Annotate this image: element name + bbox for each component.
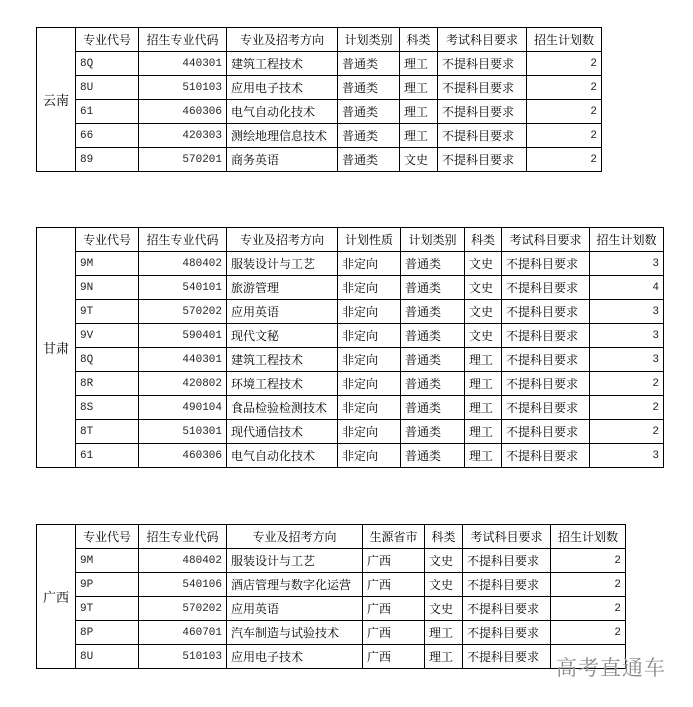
table-cell: 不提科目要求: [438, 76, 527, 100]
table-cell: 8Q: [76, 52, 139, 76]
table-cell: 不提科目要求: [438, 52, 527, 76]
table-cell: 普通类: [338, 52, 400, 76]
table-cell: 570201: [139, 148, 227, 172]
column-header: 科类: [465, 228, 502, 252]
table-cell: 普通类: [401, 252, 465, 276]
table-cell: 8P: [76, 621, 139, 645]
column-header: 科类: [400, 28, 438, 52]
column-header: 生源省市: [363, 525, 425, 549]
table-cell: 9M: [76, 549, 139, 573]
table-cell: 服装设计与工艺: [227, 252, 338, 276]
header-row: [37, 525, 626, 549]
table-cell: 不提科目要求: [463, 621, 551, 645]
table-cell: 普通类: [338, 76, 400, 100]
table-row: [37, 597, 626, 621]
table-cell: 不提科目要求: [502, 444, 590, 468]
header-row: [37, 28, 602, 52]
table-cell: 现代文秘: [227, 324, 338, 348]
table-cell: 不提科目要求: [502, 420, 590, 444]
table-cell: 服装设计与工艺: [227, 549, 363, 573]
table-cell: 测绘地理信息技术: [227, 124, 338, 148]
table-cell: 非定向: [338, 348, 401, 372]
column-header: 招生专业代码: [139, 228, 227, 252]
column-header: 考试科目要求: [463, 525, 551, 549]
table-row: [37, 324, 664, 348]
header-row: [37, 228, 664, 252]
column-header: 招生专业代码: [139, 525, 227, 549]
table-cell: 广西: [363, 645, 425, 669]
table-cell: 9T: [76, 597, 139, 621]
table-cell: 8R: [76, 372, 139, 396]
column-header: 专业及招考方向: [227, 525, 363, 549]
table-cell: 4: [590, 276, 664, 300]
table-cell: 460306: [139, 444, 227, 468]
table-cell: 9T: [76, 300, 139, 324]
table-cell: 理工: [465, 348, 502, 372]
table-row: [37, 549, 626, 573]
table-cell: 现代通信技术: [227, 420, 338, 444]
table-cell: 2: [527, 148, 602, 172]
table-cell: 文史: [400, 148, 438, 172]
table-cell: 理工: [425, 621, 463, 645]
table-cell: 89: [76, 148, 139, 172]
table-cell: 汽车制造与试验技术: [227, 621, 363, 645]
column-header: 专业及招考方向: [227, 228, 338, 252]
table-cell: 食品检验检测技术: [227, 396, 338, 420]
table-cell: 3: [590, 300, 664, 324]
table-row: [37, 348, 664, 372]
table-cell: 2: [551, 597, 626, 621]
table-cell: 不提科目要求: [502, 276, 590, 300]
column-header: 专业代号: [76, 28, 139, 52]
table-cell: 2: [527, 124, 602, 148]
table-cell: 540101: [139, 276, 227, 300]
table-cell: 8U: [76, 76, 139, 100]
table-row: [37, 372, 664, 396]
table-cell: 文史: [425, 549, 463, 573]
table-cell: 61: [76, 100, 139, 124]
table-cell: 420303: [139, 124, 227, 148]
table-cell: 普通类: [401, 348, 465, 372]
table-cell: 酒店管理与数字化运营: [227, 573, 363, 597]
column-header: 专业代号: [76, 228, 139, 252]
table-cell: 普通类: [401, 396, 465, 420]
table-cell: 理工: [425, 645, 463, 669]
table-cell: 2: [551, 573, 626, 597]
table-row: [37, 621, 626, 645]
table-cell: 440301: [139, 52, 227, 76]
table-cell: 510103: [139, 645, 227, 669]
table-cell: 460306: [139, 100, 227, 124]
table-cell: 480402: [139, 252, 227, 276]
table-row: [37, 573, 626, 597]
table-cell: 理工: [465, 396, 502, 420]
table-cell: 普通类: [338, 124, 400, 148]
table-cell: 不提科目要求: [463, 597, 551, 621]
table-cell: 理工: [400, 100, 438, 124]
table-cell: 非定向: [338, 444, 401, 468]
table-cell: 不提科目要求: [502, 396, 590, 420]
table-cell: 应用电子技术: [227, 645, 363, 669]
table-cell: 3: [590, 444, 664, 468]
table-cell: 普通类: [401, 444, 465, 468]
table-cell: 广西: [363, 549, 425, 573]
table-cell: 文史: [465, 300, 502, 324]
table-cell: 不提科目要求: [502, 300, 590, 324]
table-row: [37, 52, 602, 76]
table-cell: 文史: [425, 597, 463, 621]
table-row: [37, 396, 664, 420]
table-cell: 应用英语: [227, 597, 363, 621]
table-cell: 不提科目要求: [463, 549, 551, 573]
table-cell: 商务英语: [227, 148, 338, 172]
table-cell: 电气自动化技术: [227, 444, 338, 468]
table-row: [37, 252, 664, 276]
table-cell: 普通类: [401, 420, 465, 444]
table-cell: 不提科目要求: [438, 124, 527, 148]
table-cell: 不提科目要求: [438, 148, 527, 172]
table-cell: 应用英语: [227, 300, 338, 324]
table-cell: 理工: [400, 52, 438, 76]
table-cell: 普通类: [401, 276, 465, 300]
table-cell: 普通类: [401, 300, 465, 324]
table-cell: 9V: [76, 324, 139, 348]
table-cell: 应用电子技术: [227, 76, 338, 100]
table-cell: 2: [590, 420, 664, 444]
table-cell: 570202: [139, 300, 227, 324]
table-row: [37, 76, 602, 100]
table-cell: 建筑工程技术: [227, 52, 338, 76]
table-cell: 文史: [465, 276, 502, 300]
table-cell: 文史: [425, 573, 463, 597]
column-header: 科类: [425, 525, 463, 549]
province-label: 甘肃: [37, 228, 76, 468]
table-cell: 61: [76, 444, 139, 468]
table-cell: 理工: [465, 420, 502, 444]
column-header: 计划类别: [338, 28, 400, 52]
table-cell: 2: [590, 372, 664, 396]
table-cell: 理工: [465, 444, 502, 468]
column-header: 专业及招考方向: [227, 28, 338, 52]
table-cell: 440301: [139, 348, 227, 372]
column-header: 专业代号: [76, 525, 139, 549]
table-cell: 非定向: [338, 372, 401, 396]
table-row: [37, 276, 664, 300]
column-header: 招生专业代码: [139, 28, 227, 52]
table-cell: 电气自动化技术: [227, 100, 338, 124]
table-row: [37, 444, 664, 468]
table-cell: 480402: [139, 549, 227, 573]
table-cell: 490104: [139, 396, 227, 420]
table-cell: 2: [527, 100, 602, 124]
table-cell: 9M: [76, 252, 139, 276]
table-cell: 8S: [76, 396, 139, 420]
table-cell: 非定向: [338, 300, 401, 324]
table-cell: 2: [551, 621, 626, 645]
table-cell: 普通类: [338, 148, 400, 172]
enrollment-table-gansu: [36, 227, 664, 468]
province-label: 广西: [37, 525, 76, 669]
table-cell: 普通类: [401, 372, 465, 396]
table-cell: 普通类: [401, 324, 465, 348]
table-cell: 建筑工程技术: [227, 348, 338, 372]
table-row: [37, 645, 626, 669]
table-cell: 不提科目要求: [502, 324, 590, 348]
table-cell: 2: [527, 76, 602, 100]
table-cell: 460701: [139, 621, 227, 645]
table-cell: 非定向: [338, 252, 401, 276]
watermark-text: 高考直通车: [556, 656, 666, 680]
table-cell: 不提科目要求: [438, 100, 527, 124]
table-cell: 广西: [363, 597, 425, 621]
table-cell: 9N: [76, 276, 139, 300]
table-cell: 理工: [400, 124, 438, 148]
table-cell: 非定向: [338, 420, 401, 444]
table-row: [37, 124, 602, 148]
table-cell: 570202: [139, 597, 227, 621]
enrollment-table-guangxi: [36, 524, 626, 669]
table-cell: 540106: [139, 573, 227, 597]
column-header: 考试科目要求: [502, 228, 590, 252]
table-cell: 8T: [76, 420, 139, 444]
table-cell: 不提科目要求: [463, 573, 551, 597]
table-cell: 3: [590, 348, 664, 372]
column-header: 计划性质: [338, 228, 401, 252]
table-cell: 510103: [139, 76, 227, 100]
table-cell: 广西: [363, 573, 425, 597]
column-header: 招生计划数: [590, 228, 664, 252]
table-cell: 8U: [76, 645, 139, 669]
table-cell: 旅游管理: [227, 276, 338, 300]
table-cell: 不提科目要求: [463, 645, 551, 669]
table-cell: 理工: [400, 76, 438, 100]
table-cell: 理工: [465, 372, 502, 396]
table-cell: 8Q: [76, 348, 139, 372]
table-cell: 不提科目要求: [502, 252, 590, 276]
table-cell: 不提科目要求: [502, 348, 590, 372]
table-cell: 2: [590, 396, 664, 420]
province-label: 云南: [37, 28, 76, 172]
column-header: 招生计划数: [527, 28, 602, 52]
table-cell: 普通类: [338, 100, 400, 124]
table-row: [37, 100, 602, 124]
table-cell: 9P: [76, 573, 139, 597]
table-cell: 文史: [465, 324, 502, 348]
table-cell: 590401: [139, 324, 227, 348]
table-cell: 不提科目要求: [502, 372, 590, 396]
column-header: 招生计划数: [551, 525, 626, 549]
table-cell: 非定向: [338, 324, 401, 348]
table-cell: 510301: [139, 420, 227, 444]
table-cell: 66: [76, 124, 139, 148]
table-cell: 2: [527, 52, 602, 76]
table-cell: 文史: [465, 252, 502, 276]
table-cell: 广西: [363, 621, 425, 645]
table-cell: 环境工程技术: [227, 372, 338, 396]
column-header: 考试科目要求: [438, 28, 527, 52]
table-row: [37, 148, 602, 172]
table-cell: 非定向: [338, 396, 401, 420]
table-cell: 3: [590, 324, 664, 348]
table-cell: 3: [590, 252, 664, 276]
table-cell: 2: [551, 549, 626, 573]
table-cell: 非定向: [338, 276, 401, 300]
table-cell: 420802: [139, 372, 227, 396]
table-row: [37, 420, 664, 444]
column-header: 计划类别: [401, 228, 465, 252]
table-row: [37, 300, 664, 324]
enrollment-table-yunnan: [36, 27, 602, 172]
